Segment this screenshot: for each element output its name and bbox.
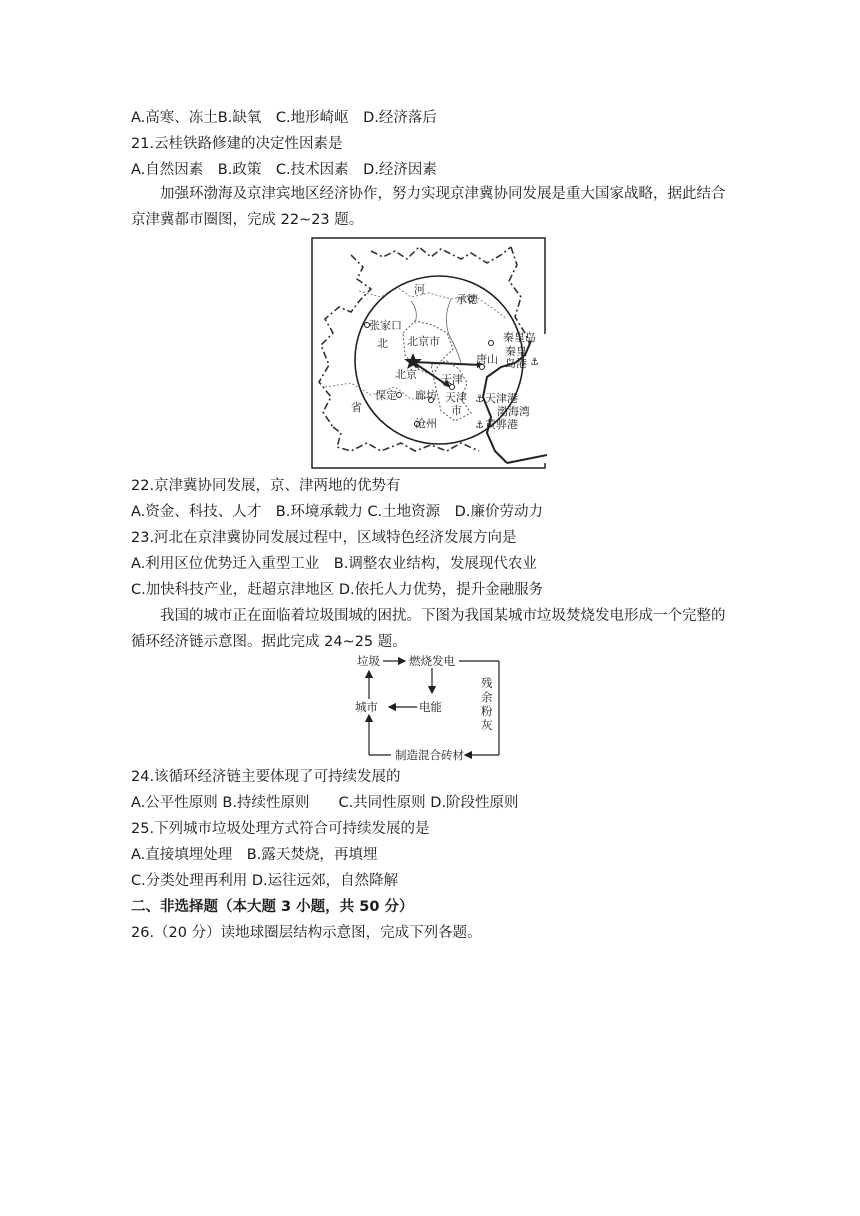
q21-options: A.自然因素 B.政策 C.技术因素 D.经济因素: [131, 162, 437, 178]
svg-text:⚓: ⚓: [530, 357, 539, 368]
q22-stem: 22.京津冀协同发展，京、津两地的优势有: [131, 478, 401, 494]
intro-24-25: 我国的城市正在面临着垃圾围城的困扰。下图为我国某城市垃圾焚烧发电形成一个完整的循环经济链示意图。据此完成 24~25 题。: [131, 608, 726, 650]
map-label-beijing-shi: 北京市: [407, 335, 440, 348]
diagram-bricks: 制造混合砖材: [395, 748, 464, 762]
svg-text:⚓: ⚓: [475, 394, 484, 405]
q25-option-ab: A.直接填埋处理 B.露天焚烧，再填埋: [131, 847, 378, 863]
map-label-bohai-wan: 渤海湾: [497, 405, 530, 418]
diagram-residue-3: 粉: [481, 704, 493, 718]
jingjinji-map: [311, 237, 547, 470]
map-label-zhangjiakou: 张家口: [369, 319, 402, 332]
map-label-baoding: 保定: [375, 389, 397, 402]
map-label-tangshan: 唐山: [476, 353, 498, 366]
diagram-residue-1: 残: [481, 676, 493, 690]
map-label-cangzhou: 沧州: [415, 417, 437, 430]
map-label-qinhuang-gang-2: 岛港: [505, 357, 527, 370]
q20-options: A.高寒、冻土B.缺氧 C.地形崎岖 D.经济落后: [131, 110, 437, 126]
q23-stem: 23.河北在京津冀协同发展过程中，区域特色经济发展方向是: [131, 530, 517, 546]
q24-options: A.公平性原则 B.持续性原则 C.共同性原则 D.阶段性原则: [131, 795, 519, 811]
q25-stem: 25.下列城市垃圾处理方式符合可持续发展的是: [131, 821, 430, 837]
diagram-residue-2: 余: [481, 690, 493, 704]
svg-text:⚓: ⚓: [475, 420, 484, 431]
map-label-sheng: 省: [351, 401, 362, 414]
map-label-tianjin-gang: 天津港: [485, 392, 518, 405]
map-label-he: 河: [414, 283, 425, 296]
q23-option-cd: C.加快科技产业，赶超京津地区 D.依托人力优势，提升金融服务: [131, 582, 544, 598]
map-label-tianjin-shi-2: 市: [451, 404, 462, 417]
map-label-huanghua-gang: 黄骅港: [485, 418, 518, 431]
q21-stem: 21.云桂铁路修建的决定性因素是: [131, 136, 343, 152]
diagram-city: 城市: [355, 700, 378, 714]
map-label-langfang: 廊坊: [415, 389, 437, 402]
map-label-tianjin: 天津: [441, 373, 463, 386]
q23-option-ab: A.利用区位优势迁入重型工业 B.调整农业结构，发展现代农业: [131, 556, 537, 572]
map-label-qinhuangdao: 秦皇岛: [503, 331, 536, 344]
map-label-qinhuang-gang-1: 秦皇: [505, 345, 527, 358]
q25-option-cd: C.分类处理再利用 D.运往远郊，自然降解: [131, 873, 399, 889]
q24-stem: 24.该循环经济链主要体现了可持续发展的: [131, 769, 401, 785]
diagram-electricity: 电能: [419, 700, 442, 714]
map-label-beijing: 北京: [395, 368, 417, 381]
diagram-garbage: 垃圾: [357, 654, 380, 668]
map-label-chengde: 承德: [456, 293, 478, 306]
diagram-burn-power: 燃烧发电: [409, 654, 455, 668]
map-label-bei: 北: [377, 337, 388, 350]
q22-options: A.资金、科技、人才 B.环境承载力 C.土地资源 D.廉价劳动力: [131, 504, 543, 520]
q26-stem: 26.（20 分）读地球圈层结构示意图，完成下列各题。: [131, 925, 482, 941]
recycling-cycle-diagram: [353, 651, 505, 763]
map-label-tianjin-shi-1: 天津: [445, 391, 467, 404]
diagram-residue-4: 灰: [481, 718, 493, 732]
section-2-heading: 二、非选择题（本大题 3 小题，共 50 分）: [131, 899, 414, 915]
intro-22-23: 加强环渤海及京津宾地区经济协作，努力实现京津冀协同发展是重大国家战略，据此结合京津冀都市圈图，完成 22~23 题。: [131, 186, 726, 228]
